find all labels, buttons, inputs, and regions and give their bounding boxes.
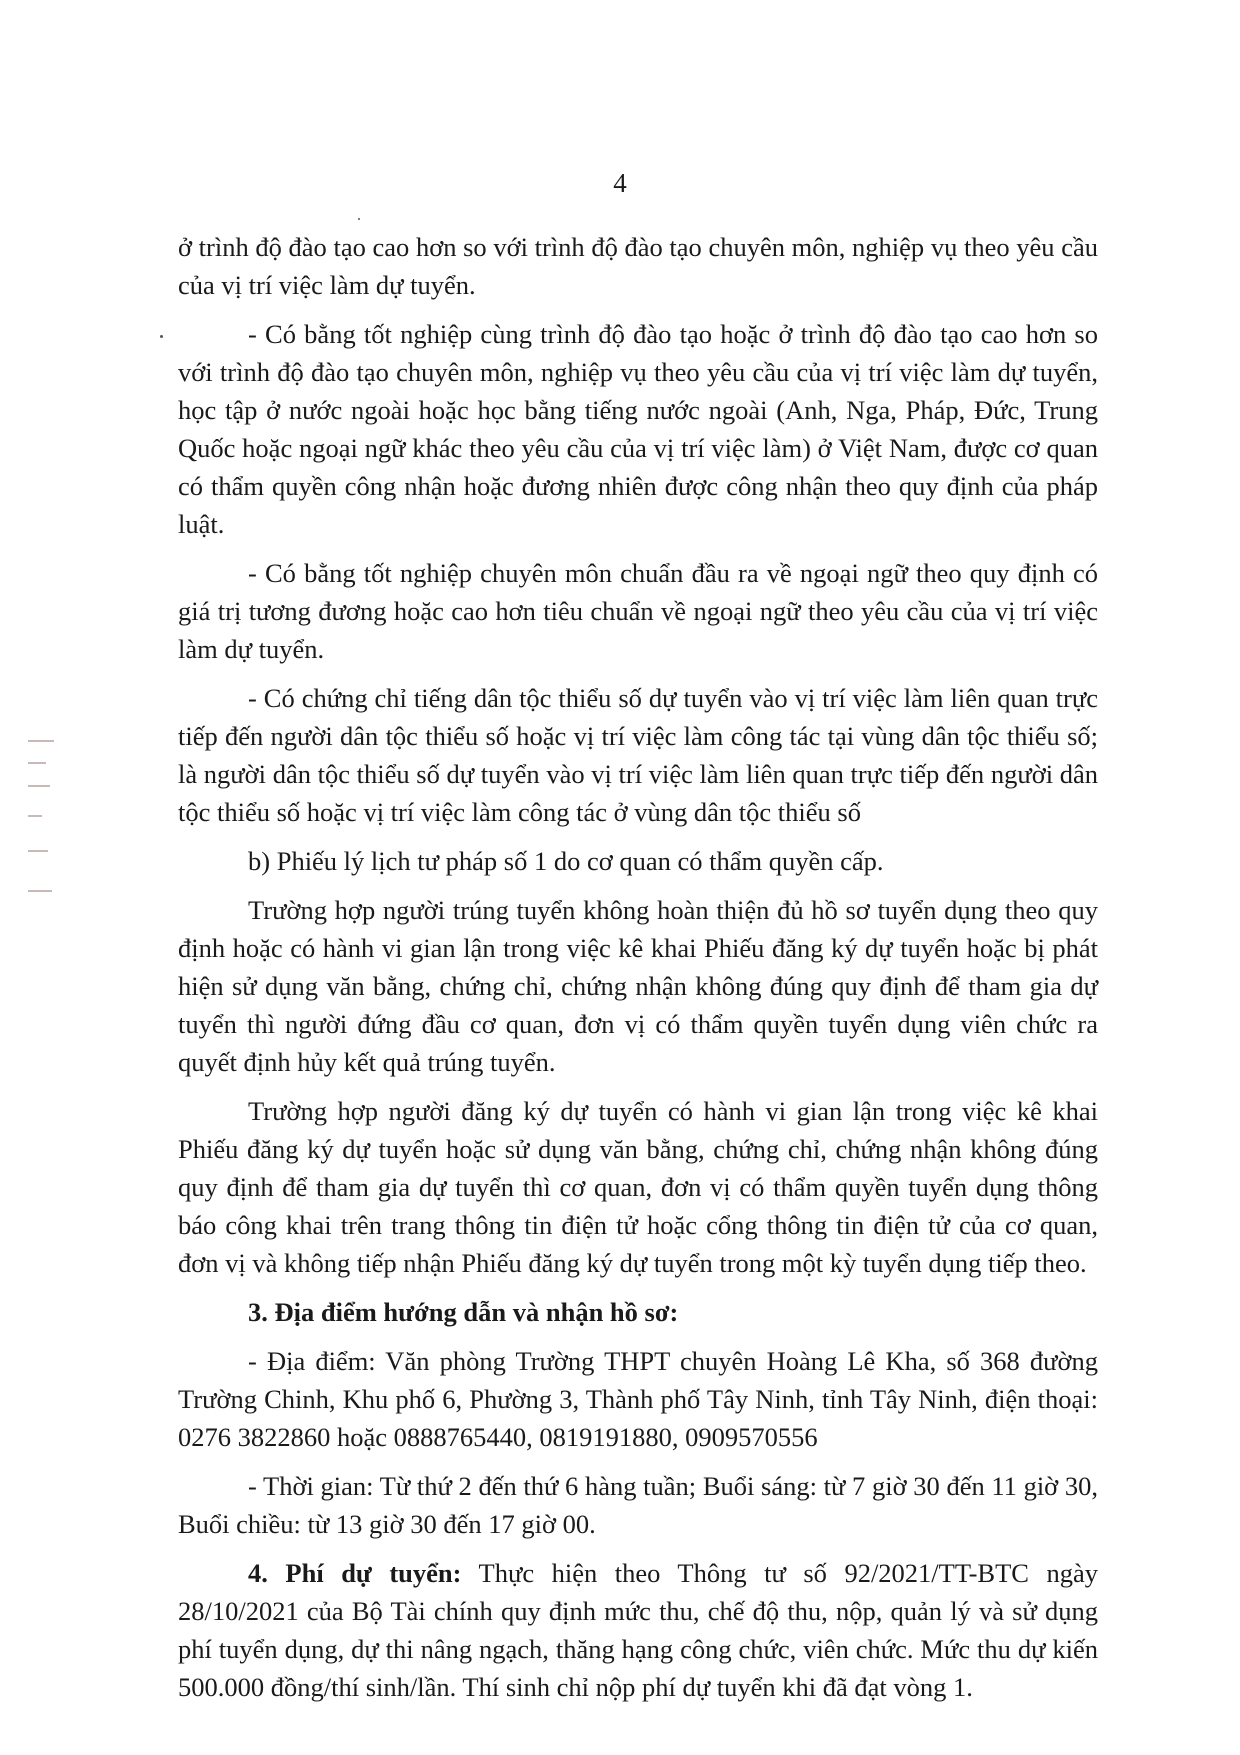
section-3-location: - Địa điểm: Văn phòng Trường THPT chuyên Hoàng Lê Kha, số 368 đường Trường Chinh, Khu phố 6, Phường 3, Thành phố Tây Ninh, tỉnh Tây Ninh, điện thoại: 0276 3822860 hoặc 0888765440, 0819191880, 0909570556 xyxy=(178,1346,1098,1452)
section-3-time: - Thời gian: Từ thứ 2 đến thứ 6 hàng tuần; Buổi sáng: từ 7 giờ 30 đến 11 giờ 30, Buổi chiều: từ 13 giờ 30 đến 17 giờ 00. xyxy=(178,1471,1098,1539)
scan-artifact xyxy=(28,740,54,742)
section-4-heading: 4. Phí dự tuyển: xyxy=(248,1558,462,1588)
paragraph-foreign-degree: - Có bằng tốt nghiệp cùng trình độ đào tạo hoặc ở trình độ đào tạo cao hơn so với trình độ đào tạo chuyên môn, nghiệp vụ theo yêu cầu của vị trí việc làm dự tuyển, học tập ở nước ngoài hoặc học bằng tiếng nước ngoài (Anh, Nga, Pháp, Đức, Trung Quốc hoặc ngoại ngữ khác theo yêu cầu của vị trí việc làm) ở Việt Nam, được cơ quan có thẩm quyền công nhận hoặc đương nhiên được công nhận theo quy định của pháp luật. xyxy=(178,319,1098,539)
scan-artifact xyxy=(28,890,52,892)
page-number: 4 xyxy=(613,168,627,198)
document-body xyxy=(178,228,1098,1706)
scan-speck xyxy=(160,335,163,338)
scan-artifact xyxy=(28,815,42,817)
section-3-heading: 3. Địa điểm hướng dẫn và nhận hồ sơ: xyxy=(248,1297,679,1327)
paragraph-ethnic-language: - Có chứng chỉ tiếng dân tộc thiểu số dự tuyển vào vị trí việc làm liên quan trực tiếp đến người dân tộc thiểu số hoặc vị trí việc làm công tác tại vùng dân tộc thiểu số; là người dân tộc thiểu số dự tuyển vào vị trí việc làm liên quan trực tiếp đến người dân tộc thiểu số hoặc vị trí việc làm công tác ở vùng dân tộc thiểu số xyxy=(178,683,1098,827)
scan-speck xyxy=(358,218,360,220)
paragraph-judicial-record: b) Phiếu lý lịch tư pháp số 1 do cơ quan có thẩm quyền cấp. xyxy=(248,846,884,876)
scan-artifact xyxy=(28,785,50,787)
scan-artifact xyxy=(28,762,46,764)
paragraph-language-output: - Có bằng tốt nghiệp chuyên môn chuẩn đầu ra về ngoại ngữ theo quy định có giá trị tương đương hoặc cao hơn tiêu chuẩn về ngoại ngữ theo yêu cầu của vị trí việc làm dự tuyển. xyxy=(178,558,1098,664)
section-4-paragraph xyxy=(178,1554,1098,1706)
scan-artifact xyxy=(28,850,48,852)
paragraph-cancel-result: Trường hợp người trúng tuyển không hoàn thiện đủ hồ sơ tuyển dụng theo quy định hoặc có hành vi gian lận trong việc kê khai Phiếu đăng ký dự tuyển hoặc bị phát hiện sử dụng văn bằng, chứng chỉ, chứng nhận không đúng quy định để tham gia dự tuyển thì người đứng đầu cơ quan, đơn vị có thẩm quyền tuyển dụng viên chức ra quyết định hủy kết quả trúng tuyển. xyxy=(178,895,1098,1077)
section-4-text: Thực hiện theo Thông tư số 92/2021/TT-BTC ngày 28/10/2021 của Bộ Tài chính quy định mức thu, chế độ thu, nộp, quản lý và sử dụng phí tuyển dụng, dự thi nâng ngạch, thăng hạng công chức, viên chức. Mức thu dự kiến 500.000 đồng/thí sinh/lần. Thí sinh chỉ nộp phí dự tuyển khi đã đạt vòng 1. xyxy=(178,1558,1098,1702)
paragraph-continuation: ở trình độ đào tạo cao hơn so với trình độ đào tạo chuyên môn, nghiệp vụ theo yêu cầu của vị trí việc làm dự tuyển. xyxy=(178,232,1098,300)
paragraph-fraud-notice: Trường hợp người đăng ký dự tuyển có hành vi gian lận trong việc kê khai Phiếu đăng ký dự tuyển hoặc sử dụng văn bằng, chứng chỉ, chứng nhận không đúng quy định để tham gia dự tuyển thì cơ quan, đơn vị có thẩm quyền tuyển dụng thông báo công khai trên trang thông tin điện tử hoặc cổng thông tin điện tử của cơ quan, đơn vị và không tiếp nhận Phiếu đăng ký dự tuyển trong một kỳ tuyển dụng tiếp theo. xyxy=(178,1096,1098,1278)
